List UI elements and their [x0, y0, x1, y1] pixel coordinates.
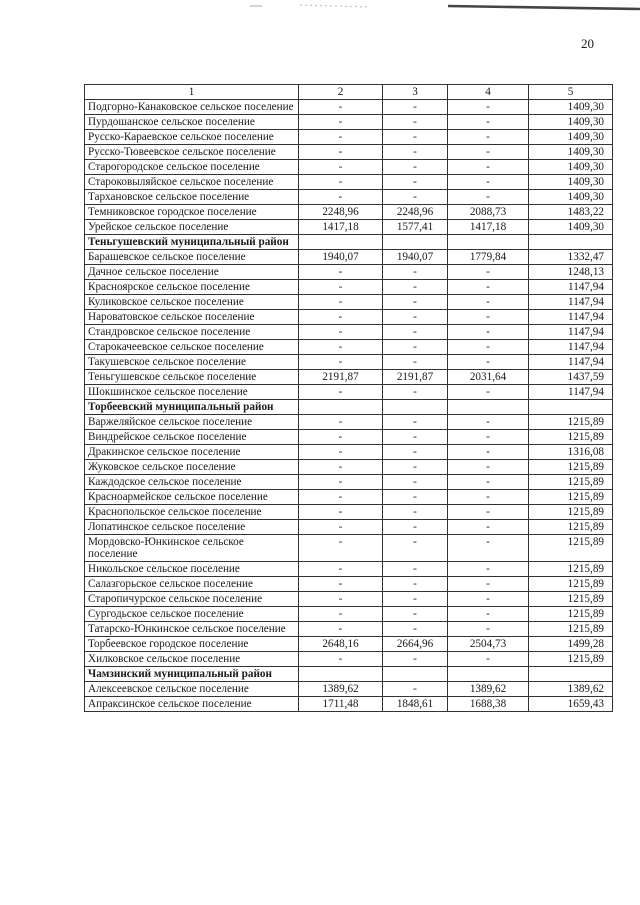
value-col-5: 1215,89: [529, 577, 613, 592]
value-col-4: -: [448, 175, 529, 190]
value-col-4: -: [448, 295, 529, 310]
value-col-2: 1940,07: [299, 250, 383, 265]
value-col-5: 1316,08: [529, 445, 613, 460]
value-col-3: -: [383, 622, 448, 637]
value-col-3: -: [383, 682, 448, 697]
value-col-3: -: [383, 175, 448, 190]
value-col-3: -: [383, 385, 448, 400]
value-col-2: -: [299, 295, 383, 310]
table-row: [85, 637, 613, 652]
value-col-5: 1215,89: [529, 535, 613, 562]
table-row: [85, 490, 613, 505]
value-col-5: 1215,89: [529, 520, 613, 535]
value-col-3: -: [383, 592, 448, 607]
value-col-5: 1409,30: [529, 145, 613, 160]
value-col-4: -: [448, 535, 529, 562]
value-col-4: -: [448, 265, 529, 280]
value-col-4: -: [448, 160, 529, 175]
value-col-2: -: [299, 445, 383, 460]
settlement-name: Темниковское городское поселение: [85, 205, 299, 220]
value-col-3: [383, 667, 448, 682]
value-col-2: -: [299, 190, 383, 205]
value-col-2: -: [299, 475, 383, 490]
value-col-3: -: [383, 445, 448, 460]
value-col-2: -: [299, 385, 383, 400]
value-col-5: 1409,30: [529, 115, 613, 130]
settlement-name: Красноармейское сельское поселение: [85, 490, 299, 505]
value-col-5: [529, 667, 613, 682]
value-col-2: -: [299, 505, 383, 520]
table-row: [85, 175, 613, 190]
value-col-3: 1577,41: [383, 220, 448, 235]
value-col-4: [448, 667, 529, 682]
table-row: [85, 385, 613, 400]
table-row: [85, 160, 613, 175]
value-col-4: 1688,38: [448, 697, 529, 712]
settlement-name: Торбеевское городское поселение: [85, 637, 299, 652]
value-col-2: -: [299, 340, 383, 355]
value-col-2: 2648,16: [299, 637, 383, 652]
table-row: [85, 430, 613, 445]
value-col-3: -: [383, 535, 448, 562]
value-col-5: 1215,89: [529, 415, 613, 430]
settlement-name: Лопатинское сельское поселение: [85, 520, 299, 535]
value-col-3: [383, 235, 448, 250]
value-col-3: -: [383, 355, 448, 370]
value-col-5: 1409,30: [529, 160, 613, 175]
settlement-name: Урейское сельское поселение: [85, 220, 299, 235]
value-col-5: 1215,89: [529, 652, 613, 667]
value-col-4: -: [448, 562, 529, 577]
value-col-4: -: [448, 415, 529, 430]
value-col-4: 2504,73: [448, 637, 529, 652]
value-col-5: 1499,28: [529, 637, 613, 652]
value-col-5: 1147,94: [529, 295, 613, 310]
value-col-5: 1437,59: [529, 370, 613, 385]
settlement-name: Тархановское сельское поселение: [85, 190, 299, 205]
value-col-2: -: [299, 280, 383, 295]
value-col-2: [299, 235, 383, 250]
table-row: [85, 370, 613, 385]
settlement-name: Русско-Караевское сельское поселение: [85, 130, 299, 145]
table-row: [85, 205, 613, 220]
value-col-3: 2248,96: [383, 205, 448, 220]
value-col-2: 1417,18: [299, 220, 383, 235]
table-row: [85, 445, 613, 460]
value-col-2: -: [299, 592, 383, 607]
table-row: [85, 682, 613, 697]
settlement-name: Староковыляйское сельское поселение: [85, 175, 299, 190]
value-col-2: -: [299, 130, 383, 145]
scan-artifact: [0, 0, 640, 14]
district-header-row: [85, 235, 613, 250]
value-col-4: -: [448, 280, 529, 295]
settlement-name: Дракинское сельское поселение: [85, 445, 299, 460]
value-col-2: -: [299, 520, 383, 535]
value-col-5: 1409,30: [529, 175, 613, 190]
value-col-5: 1147,94: [529, 325, 613, 340]
value-col-3: -: [383, 340, 448, 355]
table-row: [85, 295, 613, 310]
value-col-4: -: [448, 130, 529, 145]
settlement-name: Мордовско-Юнкинское сельское поселение: [85, 535, 299, 562]
table-row: [85, 505, 613, 520]
settlement-name: Дачное сельское поселение: [85, 265, 299, 280]
value-col-5: 1215,89: [529, 622, 613, 637]
page-number: 20: [581, 36, 594, 51]
value-col-4: 2031,64: [448, 370, 529, 385]
value-col-3: -: [383, 160, 448, 175]
value-col-2: -: [299, 310, 383, 325]
value-col-2: -: [299, 577, 383, 592]
value-col-2: 2248,96: [299, 205, 383, 220]
value-col-3: -: [383, 115, 448, 130]
value-col-4: -: [448, 430, 529, 445]
table-header-row: [85, 85, 613, 100]
value-col-4: -: [448, 577, 529, 592]
table-row: [85, 592, 613, 607]
value-col-5: 1147,94: [529, 340, 613, 355]
value-col-5: 1409,30: [529, 190, 613, 205]
value-col-4: -: [448, 607, 529, 622]
value-col-5: 1409,30: [529, 130, 613, 145]
table-row: [85, 460, 613, 475]
value-col-4: 1417,18: [448, 220, 529, 235]
value-col-2: [299, 400, 383, 415]
value-col-5: 1147,94: [529, 310, 613, 325]
value-col-2: -: [299, 175, 383, 190]
value-col-3: -: [383, 325, 448, 340]
table-row: [85, 250, 613, 265]
value-col-4: -: [448, 445, 529, 460]
district-name: Торбеевский муниципальный район: [85, 400, 299, 415]
value-col-3: -: [383, 415, 448, 430]
value-col-2: -: [299, 265, 383, 280]
value-col-5: 1215,89: [529, 592, 613, 607]
value-col-5: 1409,30: [529, 100, 613, 115]
value-col-2: 2191,87: [299, 370, 383, 385]
settlement-name: Виндрейское сельское поселение: [85, 430, 299, 445]
value-col-2: -: [299, 652, 383, 667]
table-row: [85, 607, 613, 622]
value-col-5: 1248,13: [529, 265, 613, 280]
settlement-name: Сургодьское сельское поселение: [85, 607, 299, 622]
value-col-2: 1711,48: [299, 697, 383, 712]
settlement-name: Барашевское сельское поселение: [85, 250, 299, 265]
value-col-5: 1215,89: [529, 607, 613, 622]
table-row: [85, 265, 613, 280]
table-row: [85, 130, 613, 145]
value-col-2: -: [299, 535, 383, 562]
table-row: [85, 220, 613, 235]
settlement-name: Варжеляйское сельское поселение: [85, 415, 299, 430]
value-col-5: 1147,94: [529, 280, 613, 295]
value-col-3: -: [383, 520, 448, 535]
value-col-5: 1215,89: [529, 562, 613, 577]
settlement-name: Алексеевское сельское поселение: [85, 682, 299, 697]
value-col-3: -: [383, 577, 448, 592]
settlement-name: Хилковское сельское поселение: [85, 652, 299, 667]
value-col-2: -: [299, 562, 383, 577]
value-col-4: 2088,73: [448, 205, 529, 220]
header-cell: 2: [299, 85, 383, 100]
settlement-name: Шокшинское сельское поселение: [85, 385, 299, 400]
value-col-3: -: [383, 475, 448, 490]
header-cell: 4: [448, 85, 529, 100]
value-col-4: -: [448, 355, 529, 370]
table-row: [85, 115, 613, 130]
value-col-4: -: [448, 505, 529, 520]
table-row: [85, 145, 613, 160]
value-col-3: 2191,87: [383, 370, 448, 385]
value-col-3: -: [383, 130, 448, 145]
value-col-3: 1940,07: [383, 250, 448, 265]
settlement-name: Апраксинское сельское поселение: [85, 697, 299, 712]
value-col-2: -: [299, 325, 383, 340]
settlement-name: Теньгушевское сельское поселение: [85, 370, 299, 385]
value-col-3: 2664,96: [383, 637, 448, 652]
value-col-3: -: [383, 100, 448, 115]
table-row: [85, 190, 613, 205]
table-row: [85, 325, 613, 340]
tariff-table: [84, 84, 613, 712]
table-row: [85, 577, 613, 592]
value-col-4: -: [448, 460, 529, 475]
value-col-4: -: [448, 190, 529, 205]
value-col-5: 1215,89: [529, 490, 613, 505]
value-col-4: 1389,62: [448, 682, 529, 697]
value-col-2: [299, 667, 383, 682]
district-name: Чамзинский муниципальный район: [85, 667, 299, 682]
value-col-3: -: [383, 460, 448, 475]
settlement-name: Старогородское сельское поселение: [85, 160, 299, 175]
table-row: [85, 415, 613, 430]
value-col-4: -: [448, 652, 529, 667]
value-col-4: -: [448, 100, 529, 115]
settlement-name: Красноярское сельское поселение: [85, 280, 299, 295]
value-col-5: 1332,47: [529, 250, 613, 265]
table-row: [85, 562, 613, 577]
settlement-name: Пурдошанское сельское поселение: [85, 115, 299, 130]
table-row: [85, 535, 613, 562]
value-col-4: -: [448, 310, 529, 325]
table-row: [85, 310, 613, 325]
value-col-4: -: [448, 475, 529, 490]
value-col-4: [448, 235, 529, 250]
district-header-row: [85, 400, 613, 415]
table-row: [85, 355, 613, 370]
value-col-5: 1147,94: [529, 355, 613, 370]
settlement-name: Нароватовское сельское поселение: [85, 310, 299, 325]
value-col-4: -: [448, 325, 529, 340]
settlement-name: Такушевское сельское поселение: [85, 355, 299, 370]
value-col-4: -: [448, 340, 529, 355]
value-col-4: 1779,84: [448, 250, 529, 265]
value-col-3: -: [383, 280, 448, 295]
value-col-2: -: [299, 607, 383, 622]
value-col-4: [448, 400, 529, 415]
settlement-name: Каждодское сельское поселение: [85, 475, 299, 490]
settlement-name: Куликовское сельское поселение: [85, 295, 299, 310]
value-col-4: -: [448, 520, 529, 535]
value-col-2: -: [299, 160, 383, 175]
table-row: [85, 520, 613, 535]
value-col-2: -: [299, 115, 383, 130]
value-col-3: -: [383, 430, 448, 445]
value-col-2: -: [299, 100, 383, 115]
header-cell: 1: [85, 85, 299, 100]
value-col-5: 1215,89: [529, 460, 613, 475]
value-col-4: -: [448, 490, 529, 505]
value-col-5: 1659,43: [529, 697, 613, 712]
table-row: [85, 622, 613, 637]
value-col-3: -: [383, 265, 448, 280]
value-col-2: 1389,62: [299, 682, 383, 697]
table-row: [85, 697, 613, 712]
settlement-name: Подгорно-Канаковское сельское поселение: [85, 100, 299, 115]
settlement-name: Салазгорьское сельское поселение: [85, 577, 299, 592]
value-col-5: 1483,22: [529, 205, 613, 220]
value-col-3: 1848,61: [383, 697, 448, 712]
value-col-5: 1389,62: [529, 682, 613, 697]
district-name: Теньгушевский муниципальный район: [85, 235, 299, 250]
value-col-3: -: [383, 295, 448, 310]
value-col-3: -: [383, 310, 448, 325]
table-row: [85, 475, 613, 490]
district-header-row: [85, 667, 613, 682]
settlement-name: Старопичурское сельское поселение: [85, 592, 299, 607]
value-col-3: -: [383, 607, 448, 622]
value-col-5: 1215,89: [529, 505, 613, 520]
value-col-3: -: [383, 652, 448, 667]
table-row: [85, 100, 613, 115]
table-row: [85, 340, 613, 355]
value-col-4: -: [448, 592, 529, 607]
value-col-5: [529, 235, 613, 250]
value-col-4: -: [448, 115, 529, 130]
value-col-2: -: [299, 145, 383, 160]
settlement-name: Жуковское сельское поселение: [85, 460, 299, 475]
value-col-2: -: [299, 355, 383, 370]
value-col-2: -: [299, 430, 383, 445]
value-col-2: -: [299, 415, 383, 430]
value-col-3: -: [383, 505, 448, 520]
settlement-name: Старокачеевское сельское поселение: [85, 340, 299, 355]
table-row: [85, 280, 613, 295]
value-col-2: -: [299, 490, 383, 505]
value-col-4: -: [448, 622, 529, 637]
settlement-name: Русско-Тювеевское сельское поселение: [85, 145, 299, 160]
settlement-name: Стандровское сельское поселение: [85, 325, 299, 340]
table-row: [85, 652, 613, 667]
value-col-5: 1215,89: [529, 475, 613, 490]
value-col-5: 1147,94: [529, 385, 613, 400]
value-col-4: -: [448, 385, 529, 400]
settlement-name: Татарско-Юнкинское сельское поселение: [85, 622, 299, 637]
value-col-2: -: [299, 460, 383, 475]
value-col-5: [529, 400, 613, 415]
settlement-name: Никольское сельское поселение: [85, 562, 299, 577]
header-cell: 3: [383, 85, 448, 100]
value-col-2: -: [299, 622, 383, 637]
value-col-4: -: [448, 145, 529, 160]
value-col-3: -: [383, 145, 448, 160]
value-col-3: -: [383, 490, 448, 505]
value-col-3: -: [383, 190, 448, 205]
header-cell: 5: [529, 85, 613, 100]
value-col-3: -: [383, 562, 448, 577]
value-col-5: 1215,89: [529, 430, 613, 445]
settlement-name: Краснопольское сельское поселение: [85, 505, 299, 520]
value-col-3: [383, 400, 448, 415]
value-col-5: 1409,30: [529, 220, 613, 235]
